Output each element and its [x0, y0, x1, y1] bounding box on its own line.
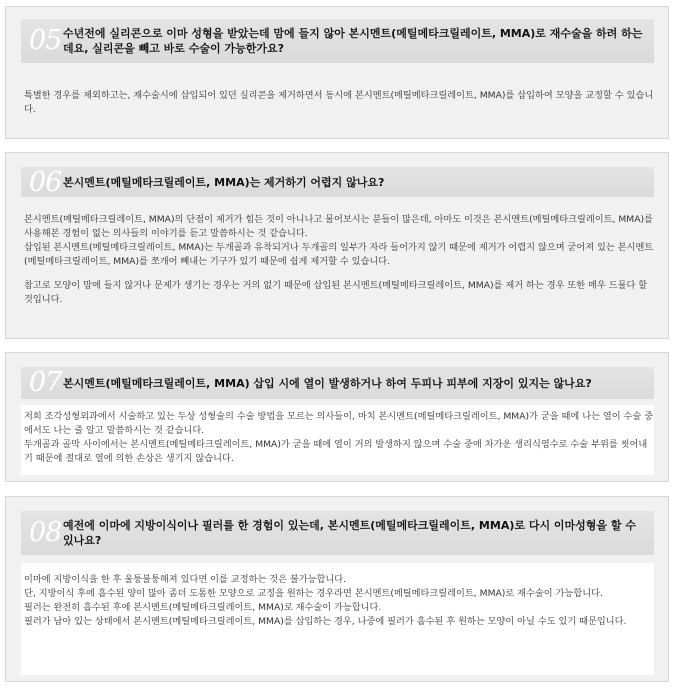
answer-paragraph: 삽입된 본시멘트(메틸메타크릴레이트, MMA)는 두개골과 유착되거나 두개골의 일부가 자라 들어가지 않기 때문에 제거가 어렵지 않으며 굳어져 있는 본시멘트(메틸메타크릴레이트, MMA)를 쪼개어 빼내는 기구가 있기 때문에 쉽게 제거할 수 있습니다. — [24, 242, 654, 267]
faq-card-08 — [5, 496, 669, 682]
faq-card-06 — [5, 152, 669, 339]
answer-paragraph: 두개골과 골막 사이에서는 본시멘트(메틸메타크릴레이트, MMA)가 굳을 때에 열이 거의 발생하지 않으며 수술 중에 차가운 생리식염수로 수술 부위를 씻어내기 때문에 절대로 열에 의한 손상은 생기지 않습니다. — [24, 439, 648, 464]
question-number: 07 — [29, 367, 62, 398]
question-bar — [21, 511, 654, 555]
faq-card-07 — [5, 352, 669, 482]
faq-card-05 — [5, 6, 669, 139]
question-bar — [21, 167, 654, 197]
answer-paragraph: 필러는 완전히 흡수된 후에 본시멘트(메틸메타크릴레이트, MMA)로 재수술이 가능합니다. — [24, 602, 382, 613]
question-text: 본시멘트(메틸메타크릴레이트, MMA) 삽입 시에 열이 발생하거나 하여 두피나 피부에 지장이 있지는 않나요? — [63, 377, 592, 390]
answer-paragraph: 참고로 모양이 맘에 들지 않거나 문제가 생기는 경우는 거의 없기 때문에 삽입된 본시멘트(메틸메타크릴레이트, MMA)를 제거 하는 경우 또한 매우 드물다 할 것입니다. — [24, 280, 648, 305]
question-number: 08 — [29, 517, 62, 548]
answer-paragraph: 본시멘트(메틸메타크릴레이트, MMA)의 단점이 제거가 힘든 것이 아니나고 물어보시는 분들이 많은데, 아마도 이것은 본시멘트(메틸메타크릴레이트, MMA)를 사용해본 경험이 없는 의사들의 이야기를 듣고 말씀하시는 것 같습니다. — [24, 214, 653, 239]
question-text: 예전에 이마에 지방이식이나 필러를 한 경험이 있는데, 본시멘트(메틸메타크릴레이트, MMA)로 다시 이마성형을 할 수 있나요? — [63, 519, 636, 547]
answer-text — [24, 89, 654, 117]
answer-paragraph: 필러가 남아 있는 상태에서 본시멘트(메틸메타크릴레이트, MMA)를 삽입하는 경우, 나중에 필러가 흡수된 후 원하는 모양이 아닐 수도 있기 때문입니다. — [24, 616, 627, 627]
answer-paragraph: 이마에 지방이식을 한 후 울퉁불퉁해져 있다면 이를 교정하는 것은 불가능합니다. — [24, 574, 347, 585]
question-number: 05 — [29, 25, 62, 56]
answer-text — [24, 573, 654, 629]
question-text: 본시멘트(메틸메타크릴레이트, MMA)는 제거하기 어렵지 않나요? — [63, 176, 385, 189]
question-text: 수년전에 실리콘으로 이마 성형을 받았는데 맘에 들지 않아 본시멘트(메틸메타크릴레이트, MMA)로 재수술을 하려 하는데요, 실리콘을 빼고 바로 수술이 가능한가요? — [63, 27, 643, 55]
question-number: 06 — [29, 167, 62, 198]
answer-paragraph: 단, 지방이식 후에 흡수된 양이 많아 좀더 도톰한 모양으로 교정을 원하는 경우라면 본시멘트(메틸메타크릴레이트, MMA)로 재수술이 가능합니다. — [24, 588, 603, 599]
answer-paragraph: 저희 조각성형외과에서 시술하고 있는 두상 성형술의 수술 방법을 모르는 의사들이, 마치 본시멘트(메틸메타크릴레이트, MMA)가 굳을 때에 나는 열이 수술 중에서도 나는 줄 알고 말씀하시는 것 같습니다. — [24, 411, 654, 436]
answer-text — [24, 213, 654, 307]
question-bar — [21, 367, 654, 399]
question-bar — [21, 19, 654, 63]
answer-text — [24, 410, 654, 466]
answer-paragraph: 특별한 경우를 제외하고는, 재수술시에 삽입되어 있던 실리콘을 제거하면서 동시에 본시멘트(메틸메타크릴레이트, MMA)를 삽입하여 모양을 교정할 수 있습니다. — [24, 90, 654, 115]
